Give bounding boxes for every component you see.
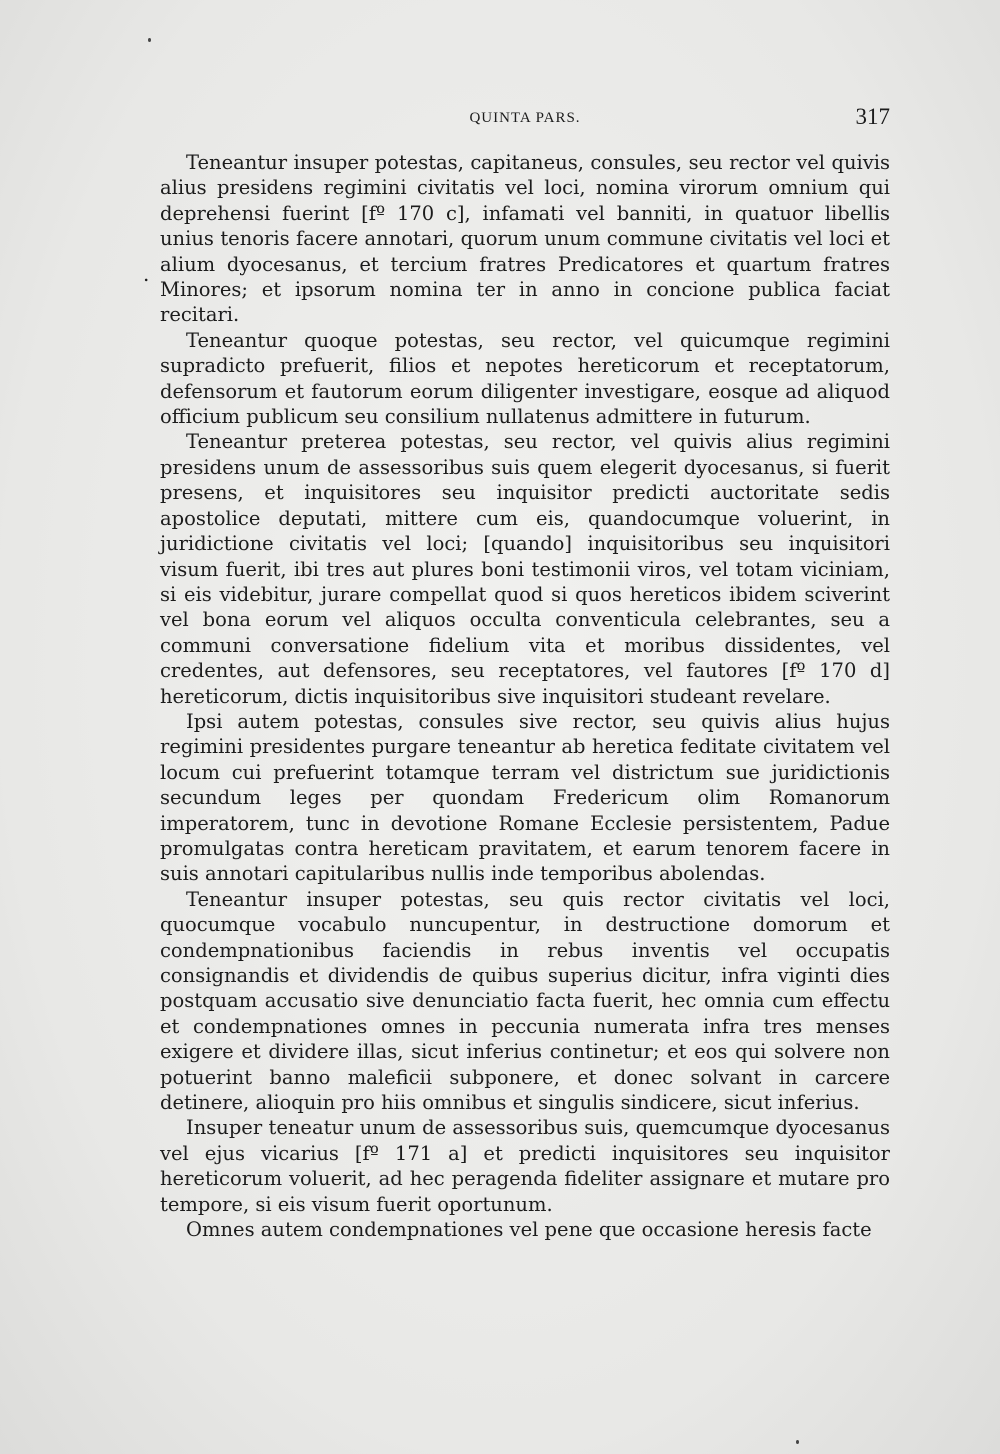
paragraph: Teneantur preterea potestas, seu rector, vel quivis alius regimini presidens unum de assessoribus suis quem elegerit dyocesanus, si fuerit presens, et inquisitores seu inquisitor predicti auctoritate sedis apostolice deputati, mittere cum eis, quandocumque voluerint, in juridictione civitatis vel loci; [quando] inquisitoribus seu inquisitori visum fuerit, ibi tres aut plures boni testimonii viros, vel totam viciniam, si eis videbitur, jurare compellat quod si quos hereticos ibidem sciverint vel bona eorum vel aliquos occulta conventicula celebrantes, seu a communi conversatione fidelium vita et moribus dissidentes, vel credentes, aut defensores, seu receptatores, vel fautores [fº 170 d] hereticorum, dictis inquisitoribus sive inquisitori studeant revelare. [160, 430, 890, 708]
running-head: QUINTA PARS. [469, 110, 581, 126]
paper-speck [148, 38, 151, 42]
body-text [160, 150, 890, 1242]
paper-speck [796, 1440, 799, 1444]
paragraph: Teneantur insuper potestas, seu quis rector civitatis vel loci, quocumque vocabulo nuncupentur, in destructione domorum et condempnationibus faciendis in rebus inventis vel occupatis consignandis et dividendis de quibus superius dicitur, infra viginti dies postquam accusatio sive denunciatio facta fuerit, hec omnia cum effectu et condempnationes omnes in peccunia numerata infra tres menses exigere et dividere illas, sicut inferius continetur; et eos qui solvere non potuerint banno maleficii subponere, et donec solvant in carcere detinere, alioquin pro hiis omnibus et singulis sindicere, sicut inferius. [160, 887, 890, 1115]
paragraph: Teneantur insuper potestas, capitaneus, consules, seu rector vel quivis alius presidens regimini civitatis vel loci, nomina virorum omnium qui deprehensi fuerint [fº 170 c], infamati vel banniti, in quatuor libellis unius tenoris facere annotari, quorum unum commune civitatis vel loci et alium dyocesanus, et tercium fratres Predicatores et quartum fratres Minores; et ipsorum nomina ter in anno in concione publica faciat recitari. [160, 151, 890, 327]
margin-mark: . [143, 262, 150, 286]
page-header [160, 104, 890, 134]
paragraph: Omnes autem condempnationes vel pene que occasione heresis facte [186, 1218, 872, 1242]
paragraph: Teneantur quoque potestas, seu rector, vel quicumque regimini supradicto prefuerit, filios et nepotes hereticorum et receptatorum, defensorum et fautorum eorum diligenter investigare, eosque ad aliquod officium publicum seu consilium nullatenus admittere in futurum. [160, 328, 890, 429]
paragraph: Ipsi autem potestas, consules sive rector, seu quivis alius hujus regimini presidentes purgare teneantur ab heretica feditate civitatem vel locum cui prefuerint totamque terram vel districtum sue juridictionis secundum leges per quondam Fredericum olim Romanorum imperatorem, tunc in devotione Romane Ecclesie persistentem, Padue promulgatas contra hereticam pravitatem, et earum tenorem facere in suis annotari capitularibus nullis inde temporibus abolendas. [160, 709, 890, 886]
paragraph: Insuper teneatur unum de assessoribus suis, quemcumque dyocesanus vel ejus vicarius [fº 171 a] et predicti inquisitores seu inquisitor hereticorum voluerit, ad hec peragenda fideliter assignare et mutare pro tempore, si eis visum fuerit oportunum. [160, 1116, 890, 1216]
page-number: 317 [855, 104, 890, 129]
